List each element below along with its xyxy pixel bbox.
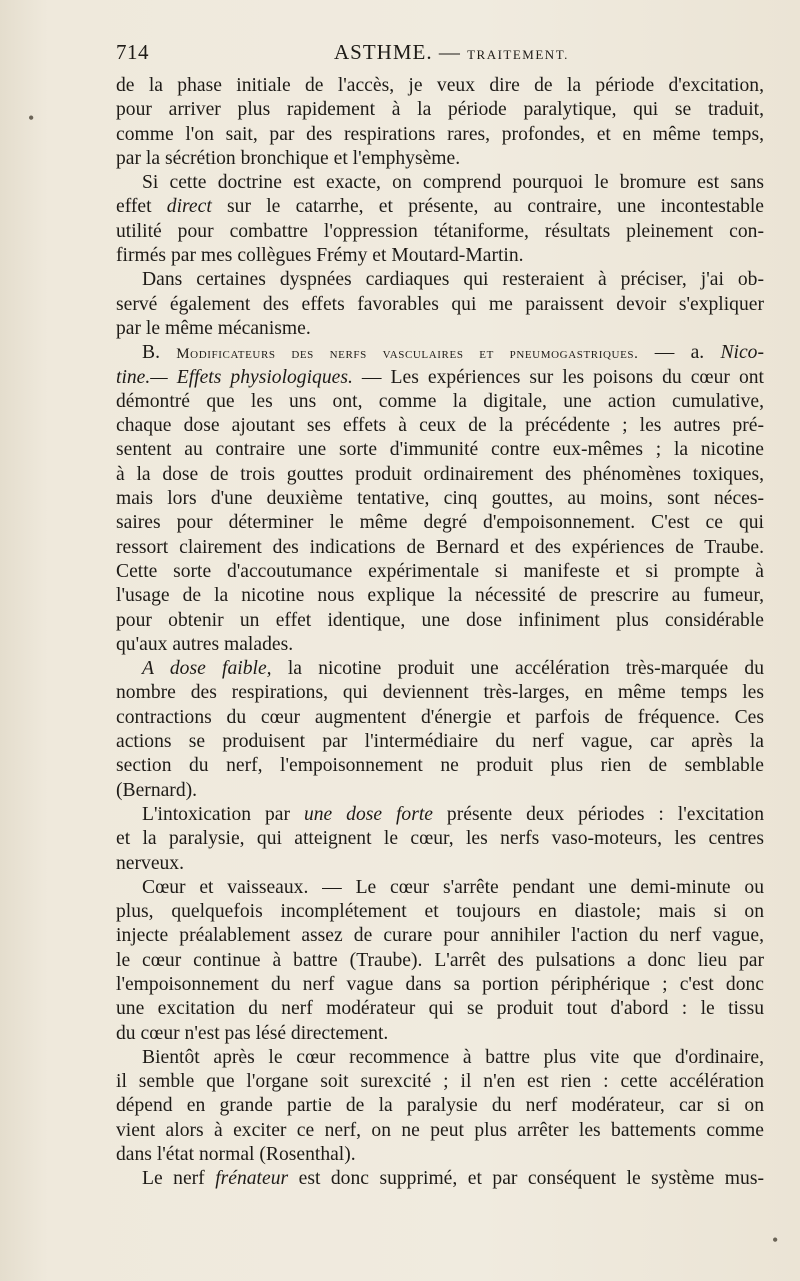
text-line: actions se produisent par l'intermédiaire du nerf vague, car après la — [116, 731, 764, 753]
text-line: l'usage de la nicotine nous explique la nécessité de prescrire au fumeur, — [116, 585, 764, 607]
text-line: démontré que les uns ont, comme la digitale, une action cumulative, — [116, 390, 764, 412]
text-line: vient alors à exciter ce nerf, on ne peut plus arrêter les battements comme — [116, 1119, 764, 1141]
emphasis-text: A dose faible, — [142, 658, 272, 680]
running-header — [116, 38, 766, 68]
text-line: de la phase initiale de l'accès, je veux dire de la période d'excitation, — [116, 75, 764, 96]
text-line: par la sécrétion bronchique et l'emphysème. — [116, 147, 461, 169]
text-line: le cœur continue à battre (Traube). L'arrêt des pulsations a donc lieu par — [116, 949, 764, 971]
text-line: tine.— Effets physiologiques. — Les expériences sur les poisons du cœur ont — [116, 366, 764, 388]
text-line: L'intoxication par une dose forte présente deux périodes : l'excitation — [142, 803, 764, 825]
text-line: saires pour déterminer le même degré d'empoisonnement. C'est ce qui — [116, 512, 764, 534]
text-line: dépend en grande partie de la paralysie du nerf modérateur, car si on — [116, 1095, 764, 1117]
emphasis-text: une dose forte — [303, 803, 433, 825]
text-line: ressort clairement des indications de Bernard et des expériences de Traube. — [116, 536, 764, 558]
page-speck-mark: • — [28, 108, 35, 128]
text-line: firmés par mes collègues Frémy et Moutard-Martin. — [116, 245, 524, 267]
section-heading: Modificateurs des nerfs vasculaires et pneumogastriques. — [176, 346, 639, 363]
text-line: qu'aux autres malades. — [116, 633, 294, 655]
text-line: Cette sorte d'accoutumance expérimentale si manifeste et si prompte à — [116, 560, 764, 582]
text-line: par le même mécanisme. — [116, 317, 311, 339]
running-title — [334, 40, 569, 65]
text-line: contractions du cœur augmentent d'énergie et parfois de fréquence. Ces — [116, 706, 764, 728]
page-number: 714 — [116, 40, 149, 64]
text-line: sentent au contraire une sorte d'immunité contre eux-mêmes ; la nicotine — [116, 439, 764, 461]
emphasis-text: frénateur — [215, 1168, 289, 1190]
emphasis-text: direct — [166, 196, 212, 218]
text-line: injecte préalablement assez de curare pour annihiler l'action du nerf vague, — [116, 925, 764, 947]
text-line: comme l'on sait, par des respirations rares, profondes, et en même temps, — [116, 123, 764, 145]
text-line: dans l'état normal (Rosenthal). — [116, 1144, 356, 1166]
text-line: à la dose de trois gouttes produit ordinairement des phénomènes toxiques, — [116, 463, 764, 485]
text-line: il semble que l'organe soit surexcité ; il n'en est rien : cette accélération — [116, 1071, 764, 1093]
text-line: chaque dose ajoutant ses effets à ceux de la précédente ; les autres pré- — [116, 415, 764, 437]
section-title: TRAITEMENT. — [467, 47, 569, 62]
text-line: une excitation du nerf modérateur qui se produit tout d'abord : le tissu — [116, 998, 764, 1020]
text-line: pour arriver plus rapidement à la période paralytique, qui se traduit, — [116, 99, 764, 121]
text-line: plus, quelquefois incomplétement et toujours en diastole; mais si on — [116, 901, 764, 923]
text-line: Dans certaines dyspnées cardiaques qui resteraient à préciser, j'ai ob- — [142, 269, 764, 291]
text-line: nerveux. — [116, 852, 185, 874]
text-line: Cœur et vaisseaux. — Le cœur s'arrête pendant une demi-minute ou — [142, 876, 764, 898]
header-dash: — — [438, 40, 461, 64]
text-line: (Bernard). — [116, 779, 198, 801]
text-line: Si cette doctrine est exacte, on comprend pourquoi le bromure est sans — [142, 172, 764, 194]
text-line: effet direct sur le catarrhe, et présente, au contraire, une incontestable — [116, 196, 764, 218]
page-body — [116, 74, 764, 1192]
page-speck-mark: • — [772, 1230, 779, 1250]
subsection-heading: tine.— Effets physiologiques. — [116, 366, 353, 388]
text-line: utilité pour combattre l'oppression tétaniforme, résultats pleinement con- — [116, 220, 764, 242]
section-heading-line: B. Modificateurs des nerfs vasculaires et pneumogastriques. — a. Nico- — [142, 342, 764, 364]
text-line: servé également des effets favorables qui me paraissent devoir s'expliquer — [116, 293, 764, 315]
text-line: Le nerf frénateur est donc supprimé, et par conséquent le système mus- — [142, 1168, 764, 1190]
text-line: mais lors d'une deuxième tentative, cinq gouttes, au moins, sont néces- — [116, 488, 764, 510]
chapter-title: ASTHME. — [334, 40, 433, 64]
text-line: l'empoisonnement du nerf vague dans sa portion périphérique ; c'est donc — [116, 973, 764, 995]
text-line: section du nerf, l'empoisonnement ne produit plus rien de semblable — [116, 755, 764, 777]
text-line: du cœur n'est pas lésé directement. — [116, 1022, 389, 1044]
text-line: Bientôt après le cœur recommence à battre plus vite que d'ordinaire, — [142, 1046, 764, 1068]
text-line: et la paralysie, qui atteignent le cœur, les nerfs vaso-moteurs, les centres — [116, 828, 764, 850]
text-line: A dose faible, la nicotine produit une accélération très-marquée du — [142, 658, 764, 680]
text-line: nombre des respirations, qui deviennent très-larges, en même temps les — [116, 682, 764, 704]
text-line: pour obtenir un effet identique, une dose infiniment plus considérable — [116, 609, 764, 631]
